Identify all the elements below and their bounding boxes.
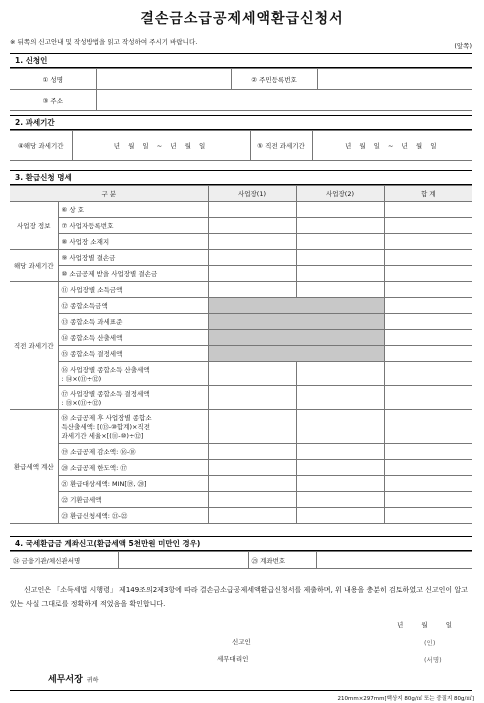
cell-input[interactable]	[384, 492, 472, 508]
col-business-1: 사업장(1)	[208, 186, 296, 202]
row-trade-name: ⑥ 상 호	[58, 202, 208, 218]
col-division: 구 분	[10, 186, 208, 202]
tax-office-name: 세무서장	[48, 675, 83, 685]
cell-input[interactable]	[296, 266, 384, 282]
row-tax-base: ⑬ 종합소득 과세표준	[58, 314, 208, 330]
cell-input[interactable]	[296, 492, 384, 508]
cell-input[interactable]	[208, 282, 296, 298]
resident-no-field[interactable]	[317, 69, 472, 90]
cell-input[interactable]	[384, 218, 472, 234]
cell-input[interactable]	[384, 250, 472, 266]
account-label: ㉕ 계좌번호	[248, 552, 316, 569]
row-total-income: ⑫ 종합소득금액	[58, 298, 208, 314]
cell-input[interactable]	[384, 202, 472, 218]
shaded-cell	[208, 330, 384, 346]
section-refund-detail-header: 3. 환급신청 명세	[10, 170, 472, 185]
cell-input[interactable]	[384, 410, 472, 444]
section-applicant-header: 1. 신청인	[10, 53, 472, 68]
row-carryback-loss: ⑩ 소급공제 받을 사업장별 결손금	[58, 266, 208, 282]
current-period-field[interactable]: 년 월 일 ~ 년 월 일	[72, 131, 250, 161]
row-business-calculated-tax-line2: : ⑭×(⑪÷⑫)	[61, 374, 102, 383]
name-label: ① 성명	[10, 69, 96, 90]
cell-input[interactable]	[384, 386, 472, 410]
cell-input[interactable]	[208, 476, 296, 492]
account-field[interactable]	[316, 552, 472, 569]
row-post-carryback-tax-line1: ⑱ 소급공제 후 사업장별 종합소	[61, 414, 152, 422]
resident-no-label: ② 주민등록번호	[231, 69, 317, 90]
row-post-carryback-tax-line2: 득산출세액: [(⑬-⑩합계)×직전	[61, 423, 150, 431]
cell-input[interactable]	[208, 202, 296, 218]
address-label: ③ 주소	[10, 90, 96, 111]
col-business-2: 사업장(2)	[296, 186, 384, 202]
row-business-determined-tax	[58, 386, 208, 410]
paper-spec: 210mm×297mm[백상지 80g/㎡ 또는 중질지 80g/㎡]	[337, 696, 474, 702]
bank-label: ㉔ 금융기관/체신관서명	[10, 552, 118, 569]
cell-input[interactable]	[384, 460, 472, 476]
cell-input[interactable]	[296, 410, 384, 444]
instruction-note: ※ 뒤쪽의 신고안내 및 작성방법을 읽고 작성하여 주시기 바랍니다.	[10, 38, 198, 46]
col-total: 합 계	[384, 186, 472, 202]
section-tax-period	[10, 115, 472, 161]
cell-input[interactable]	[208, 508, 296, 524]
row-post-carryback-tax	[58, 410, 208, 444]
agent-signature[interactable]: (서명)	[424, 656, 442, 664]
row-post-carryback-tax-line3: 과세기간 세율×[(⑪-⑩)÷⑫]	[61, 432, 144, 440]
section-refund-account	[10, 536, 472, 569]
tax-office	[48, 672, 98, 685]
row-business-reg-no: ⑦ 사업자등록번호	[58, 218, 208, 234]
row-refund-target: ㉑ 환급대상세액: MIN[⑲, ⑳]	[58, 476, 208, 492]
address-field[interactable]	[96, 90, 472, 111]
cell-input[interactable]	[384, 298, 472, 314]
bank-field[interactable]	[118, 552, 248, 569]
cell-input[interactable]	[296, 218, 384, 234]
current-period-label: ④해당 과세기간	[10, 131, 72, 161]
cell-input[interactable]	[208, 362, 296, 386]
applicant-seal[interactable]: (인)	[424, 639, 436, 647]
cell-input[interactable]	[208, 266, 296, 282]
cell-input[interactable]	[208, 234, 296, 250]
tax-office-suffix: 귀하	[86, 677, 99, 684]
group-prior-period: 직전 과세기간	[10, 282, 58, 410]
declaration-text: 신고인은 「소득세법 시행령」 제149조의2제3항에 따라 결손금소급공제세액환급신청서를 제출하며, 위 내용을 충분히 검토하였고 신고인이 알고 있는 사실 그대로를 정확하게 적었음을 확인합니다.	[10, 586, 468, 608]
cell-input[interactable]	[296, 386, 384, 410]
bottom-rule	[10, 690, 472, 691]
cell-input[interactable]	[208, 250, 296, 266]
name-field[interactable]	[96, 69, 231, 90]
cell-input[interactable]	[208, 492, 296, 508]
cell-input[interactable]	[296, 476, 384, 492]
cell-input[interactable]	[384, 330, 472, 346]
group-business-info: 사업장 정보	[10, 202, 58, 250]
cell-input[interactable]	[384, 476, 472, 492]
cell-input[interactable]	[384, 282, 472, 298]
row-business-calculated-tax	[58, 362, 208, 386]
row-business-address: ⑧ 사업장 소재지	[58, 234, 208, 250]
cell-input[interactable]	[296, 444, 384, 460]
cell-input[interactable]	[384, 266, 472, 282]
cell-input[interactable]	[208, 460, 296, 476]
applicant-label: 신고인	[232, 638, 251, 646]
cell-input[interactable]	[296, 250, 384, 266]
cell-input[interactable]	[296, 234, 384, 250]
prior-period-label: ⑤ 직전 과세기간	[250, 131, 312, 161]
page-side-tag: (앞쪽)	[454, 42, 472, 50]
cell-input[interactable]	[296, 282, 384, 298]
row-prior-refund: ㉒ 기환급세액	[58, 492, 208, 508]
cell-input[interactable]	[296, 508, 384, 524]
agent-label: 세무대리인	[217, 655, 249, 663]
filing-date[interactable]: 년 월 일	[397, 621, 460, 629]
row-business-income: ⑪ 사업장별 소득금액	[58, 282, 208, 298]
prior-period-field[interactable]: 년 월 일 ~ 년 월 일	[312, 131, 472, 161]
section-refund-detail	[10, 170, 472, 524]
row-business-calculated-tax-line1: ⑯ 사업장별 종합소득 산출세액	[61, 365, 150, 374]
shaded-cell	[208, 346, 384, 362]
row-business-determined-tax-line1: ⑰ 사업장별 종합소득 결정세액	[61, 389, 150, 398]
cell-input[interactable]	[296, 202, 384, 218]
row-business-determined-tax-line2: : ⑮×(⑪÷⑫)	[61, 398, 102, 407]
row-carryback-limit: ⑳ 소급공제 한도액: ⑰	[58, 460, 208, 476]
row-carryback-reduction: ⑲ 소급공제 감소액: ⑯-⑱	[58, 444, 208, 460]
row-refund-request: ㉓ 환급신청세액: ㉑-㉒	[58, 508, 208, 524]
section-applicant	[10, 53, 472, 111]
cell-input[interactable]	[384, 444, 472, 460]
cell-input[interactable]	[208, 410, 296, 444]
form-title: 결손금소급공제세액환급신청서	[140, 11, 344, 27]
section-tax-period-header: 2. 과세기간	[10, 115, 472, 130]
section-refund-account-header: 4. 국세환급금 계좌신고(환급세액 5천만원 미만인 경우)	[10, 536, 472, 551]
cell-input[interactable]	[384, 508, 472, 524]
row-business-loss: ⑨ 사업장별 결손금	[58, 250, 208, 266]
row-determined-tax: ⑮ 종합소득 결정세액	[58, 346, 208, 362]
cell-input[interactable]	[208, 444, 296, 460]
row-calculated-tax: ⑭ 종합소득 산출세액	[58, 330, 208, 346]
cell-input[interactable]	[384, 362, 472, 386]
cell-input[interactable]	[208, 218, 296, 234]
shaded-cell	[208, 298, 384, 314]
cell-input[interactable]	[384, 346, 472, 362]
cell-input[interactable]	[384, 234, 472, 250]
cell-input[interactable]	[384, 314, 472, 330]
cell-input[interactable]	[296, 362, 384, 386]
group-current-period: 해당 과세기간	[10, 250, 58, 282]
cell-input[interactable]	[208, 386, 296, 410]
cell-input[interactable]	[296, 460, 384, 476]
group-refund-calc: 환급세액 계산	[10, 410, 58, 524]
shaded-cell	[208, 314, 384, 330]
